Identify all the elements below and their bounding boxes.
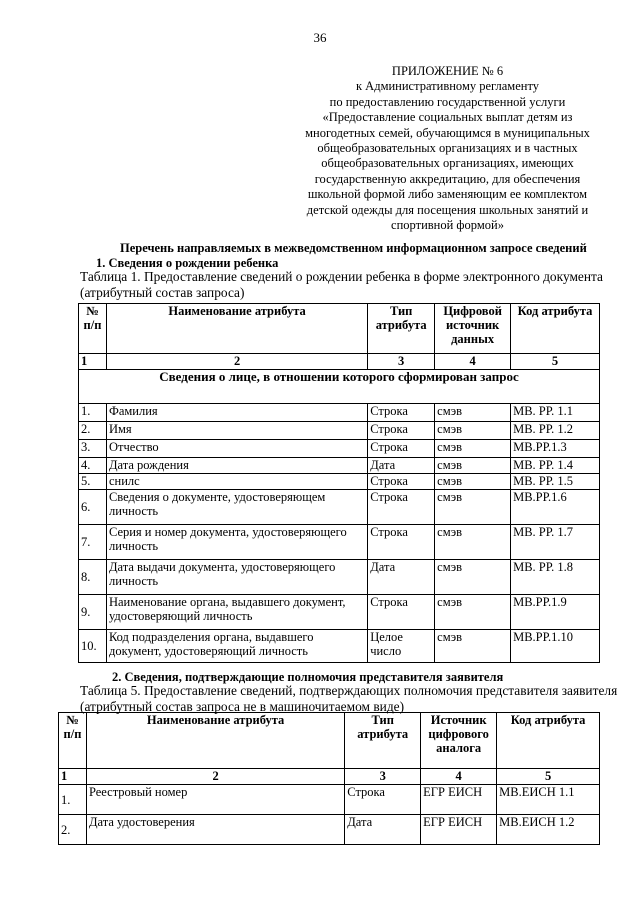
header-digital-analog-source: Источник цифрового аналога — [421, 713, 497, 769]
table-header-row — [79, 304, 600, 354]
data-source: смэв — [435, 422, 511, 440]
index-cell: 1 — [79, 354, 107, 370]
appendix-line: общеобразовательных организациях и в частных — [317, 141, 578, 156]
table-row — [79, 525, 600, 560]
table5-caption-line2: (атрибутный состав запроса не в машиночитаемом виде) — [80, 699, 405, 714]
table-row — [79, 595, 600, 630]
appendix-line: детской одежды для посещения школьных занятий и — [306, 202, 589, 217]
index-cell: 5 — [497, 769, 600, 785]
appendix-block — [300, 64, 595, 233]
table-row — [59, 815, 600, 845]
attribute-name: снилс — [106, 474, 367, 490]
data-source: смэв — [435, 525, 511, 560]
attribute-name: Имя — [106, 422, 367, 440]
attribute-code: МВ.РР.1.6 — [511, 490, 600, 525]
row-number: 10. — [79, 630, 107, 663]
attribute-name: Отчество — [106, 440, 367, 458]
row-number: 5. — [79, 474, 107, 490]
attribute-code: МВ.РР.1.9 — [511, 595, 600, 630]
appendix-line: «Предоставление социальных выплат детям из — [322, 110, 573, 125]
data-source: смэв — [435, 404, 511, 422]
row-number: 6. — [79, 490, 107, 525]
section-1-title: 1. Сведения о рождении ребенка — [96, 256, 279, 270]
data-source: ЕГР ЕИСН — [421, 785, 497, 815]
index-cell: 3 — [368, 354, 435, 370]
data-source: смэв — [435, 458, 511, 474]
table-row — [79, 630, 600, 663]
table-row — [79, 490, 600, 525]
attribute-type: Строка — [345, 785, 421, 815]
attribute-code: МВ.РР.1.10 — [511, 630, 600, 663]
attribute-name: Реестровый номер — [86, 785, 344, 815]
index-cell: 5 — [511, 354, 600, 370]
table-row — [79, 458, 600, 474]
table-row — [79, 440, 600, 458]
header-number: № п/п — [79, 304, 107, 354]
attribute-type: Строка — [368, 474, 435, 490]
data-source: смэв — [435, 490, 511, 525]
attribute-code: МВ. РР. 1.8 — [511, 560, 600, 595]
data-source: смэв — [435, 440, 511, 458]
table1-caption-line2: (атрибутный состав запроса) — [80, 285, 245, 300]
table1-caption — [80, 269, 603, 301]
appendix-line: к Административному регламенту — [355, 79, 539, 94]
row-number: 2. — [79, 422, 107, 440]
appendix-line: государственную аккредитацию, для обеспечения — [314, 171, 581, 186]
table-5 — [58, 712, 600, 845]
index-cell: 2 — [106, 354, 367, 370]
table-row — [79, 560, 600, 595]
appendix-line: многодетных семей, обучающимся в муниципальных — [305, 125, 590, 140]
attribute-code: МВ. РР. 1.1 — [511, 404, 600, 422]
header-attribute-code: Код атрибута — [497, 713, 600, 769]
attribute-name: Дата выдачи документа, удостоверяющего личность — [106, 560, 367, 595]
table-group-row — [79, 370, 600, 404]
header-number: № п/п — [59, 713, 87, 769]
attribute-type: Строка — [368, 404, 435, 422]
header-attribute-code: Код атрибута — [511, 304, 600, 354]
appendix-line: школьной формой либо заменяющим ее комплектом — [307, 187, 588, 202]
row-number: 1. — [79, 404, 107, 422]
data-source: ЕГР ЕИСН — [421, 815, 497, 845]
appendix-line: ПРИЛОЖЕНИЕ № 6 — [391, 64, 504, 78]
header-attribute-type: Тип атрибута — [368, 304, 435, 354]
data-source: смэв — [435, 560, 511, 595]
header-attribute-name: Наименование атрибута — [106, 304, 367, 354]
attribute-type: Дата — [368, 458, 435, 474]
table5-caption-line1: Таблица 5. Предоставление сведений, подтверждающих полномочия представителя заявителя — [80, 683, 618, 698]
attribute-name: Дата удостоверения — [86, 815, 344, 845]
table-row — [79, 404, 600, 422]
data-source: смэв — [435, 595, 511, 630]
attribute-type: Строка — [368, 595, 435, 630]
header-data-source: Цифровой источник данных — [435, 304, 511, 354]
table-index-row — [79, 354, 600, 370]
group-title: Сведения о лице, в отношении которого сформирован запрос — [79, 370, 600, 404]
appendix-line: по предоставлению государственной услуги — [329, 94, 566, 109]
attribute-type: Строка — [368, 525, 435, 560]
row-number: 8. — [79, 560, 107, 595]
table-1 — [78, 303, 600, 663]
row-number: 4. — [79, 458, 107, 474]
section-2-title: 2. Сведения, подтверждающие полномочия представителя заявителя — [112, 670, 504, 684]
row-number: 2. — [59, 815, 87, 845]
row-number: 7. — [79, 525, 107, 560]
header-attribute-name: Наименование атрибута — [86, 713, 344, 769]
table-header-row — [59, 713, 600, 769]
attribute-code: МВ.РР.1.3 — [511, 440, 600, 458]
attribute-code: МВ. РР. 1.5 — [511, 474, 600, 490]
attribute-type: Дата — [368, 560, 435, 595]
document-heading: Перечень направляемых в межведомственном информационном запросе сведений — [120, 241, 587, 255]
attribute-name: Серия и номер документа, удостоверяющего личность — [106, 525, 367, 560]
attribute-code: МВ. РР. 1.7 — [511, 525, 600, 560]
index-cell: 1 — [59, 769, 87, 785]
attribute-name: Наименование органа, выдавшего документ, удостоверяющий личность — [106, 595, 367, 630]
data-source: смэв — [435, 474, 511, 490]
attribute-type: Целое число — [368, 630, 435, 663]
appendix-line: общеобразовательных организациях, имеющих — [321, 156, 574, 171]
attribute-code: МВ. РР. 1.4 — [511, 458, 600, 474]
row-number: 3. — [79, 440, 107, 458]
attribute-name: Фамилия — [106, 404, 367, 422]
table1-caption-line1: Таблица 1. Предоставление сведений о рождении ребенка в форме электронного документа — [80, 269, 604, 284]
attribute-code: МВ.ЕИСН 1.2 — [497, 815, 600, 845]
index-cell: 3 — [345, 769, 421, 785]
header-attribute-type: Тип атрибута — [345, 713, 421, 769]
index-cell: 2 — [86, 769, 344, 785]
appendix-line: спортивной формой» — [391, 218, 504, 233]
attribute-name: Сведения о документе, удостоверяющем личность — [106, 490, 367, 525]
table-row — [79, 422, 600, 440]
page-number: 36 — [313, 30, 327, 45]
attribute-code: МВ. РР. 1.2 — [511, 422, 600, 440]
attribute-type: Строка — [368, 440, 435, 458]
attribute-type: Дата — [345, 815, 421, 845]
attribute-code: МВ.ЕИСН 1.1 — [497, 785, 600, 815]
table5-caption — [80, 683, 617, 715]
table-row — [59, 785, 600, 815]
row-number: 9. — [79, 595, 107, 630]
table-row — [79, 474, 600, 490]
attribute-name: Дата рождения — [106, 458, 367, 474]
table-index-row — [59, 769, 600, 785]
attribute-name: Код подразделения органа, выдавшего документ, удостоверяющий личность — [106, 630, 367, 663]
index-cell: 4 — [435, 354, 511, 370]
row-number: 1. — [59, 785, 87, 815]
attribute-type: Строка — [368, 422, 435, 440]
attribute-type: Строка — [368, 490, 435, 525]
index-cell: 4 — [421, 769, 497, 785]
data-source: смэв — [435, 630, 511, 663]
